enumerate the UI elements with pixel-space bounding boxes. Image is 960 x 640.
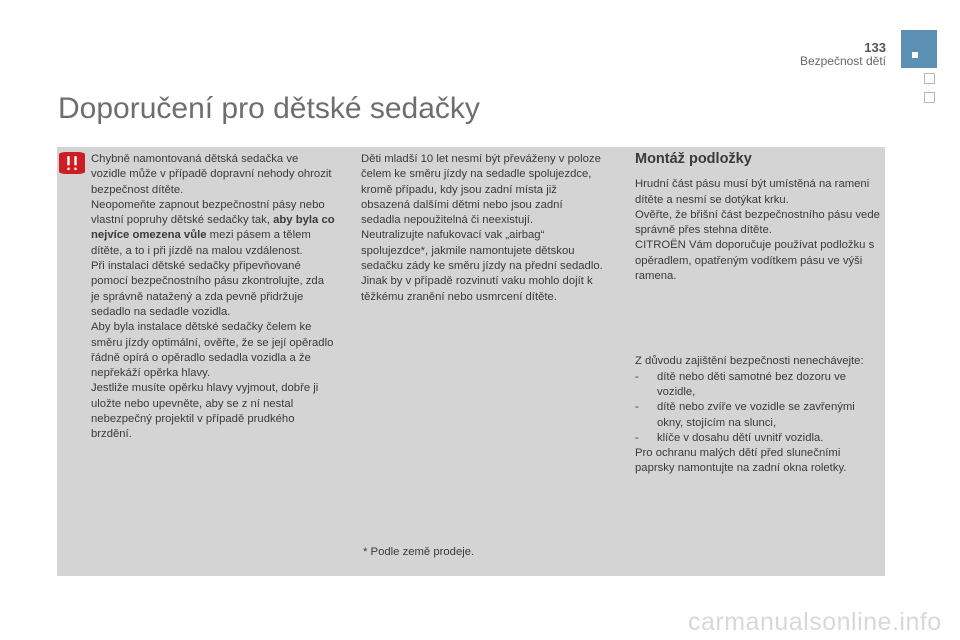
middle-paragraph-1: Děti mladší 10 let nesmí být převáženy v poloze čelem ke směru jízdy na sedadle spolujezdce, kromě případu, kdy jsou zadní místa již obsazená dalšími dětmi nebo jsou zadní sedadla nepoužitelná či neexistují. [361, 153, 601, 227]
list-item-text: dítě nebo děti samotné bez dozoru ve vozidle, [657, 370, 847, 398]
warning-column [91, 152, 335, 443]
list-item-text: dítě nebo zvíře ve vozidle se zavřenými okny, stojícím na slunci, [657, 401, 855, 429]
list-dash: - [635, 401, 639, 414]
list-dash: - [635, 431, 639, 444]
page-title: Doporučení pro dětské sedačky [58, 92, 480, 125]
warning-paragraph-4: Aby byla instalace dětské sedačky čelem ke směru jízdy optimální, ověřte, že se její opěradlo řádně opírá o opěradlo sedadla vozidla a že nepřekáží opěrka hlavy. [91, 321, 334, 380]
right-paragraph-2: Ověřte, že břišní část bezpečnostního pásu vede správně přes stehna dítěte. [635, 208, 880, 237]
chapter-tab-active [901, 30, 937, 68]
section-title: Bezpečnost dětí [799, 54, 886, 68]
warning-icon [59, 151, 85, 175]
warning-paragraph-1: Chybně namontovaná dětská sedačka ve vozidle může v případě dopravní nehody ohrozit bezpečnost dítěte. [91, 153, 332, 196]
list-item [635, 431, 880, 446]
column-spacer [635, 284, 880, 354]
chapter-tab-box-1 [924, 73, 935, 84]
page-number: 133 [864, 40, 886, 55]
right-column [635, 150, 880, 477]
chapter-tab-box-2 [924, 92, 935, 103]
middle-paragraph-3: Jinak by v případě rozvinutí vaku mohlo dojít k těžkému zranění nebo usmrcení dítěte. [361, 275, 593, 303]
list-item-text: klíče v dosahu dětí uvnitř vozidla. [657, 431, 824, 444]
middle-paragraph-2: Neutralizujte nafukovací vak „airbag“ spolujezdce*, jakmile namontujete dětskou sedačku zády ke směru jízdy na přední sedadlo. [361, 229, 603, 273]
list-dash: - [635, 370, 639, 383]
warning-paragraph-3: Při instalaci dětské sedačky připevňované pomocí bezpečnostního pásu zkontrolujte, zda je správně natažený a zda pevně přidržuje sedadlo na sedadle vozidla. [91, 260, 324, 318]
warning-paragraph-5: Jestliže musíte opěrku hlavy vyjmout, dobře ji uložte nebo upevněte, aby se z ní nestal nebezpečný projektil v případě prudkého brzdění. [91, 382, 319, 441]
booster-heading: Montáž podložky [635, 151, 752, 167]
middle-column [361, 152, 603, 305]
warning-paragraph-2-tail: mezi pásem a tělem dítěte, a to i při jízdě na malou vzdálenost. [91, 229, 311, 257]
right-paragraph-4: Z důvodu zajištění bezpečnosti nenechávejte: [635, 355, 864, 368]
right-paragraph-1: Hrudní část pásu musí být umístěná na rameni dítěte a nesmí se dotýkat krku. [635, 178, 870, 206]
warning-paragraph-2-emphasis: aby byla co nejvíce omezena vůle [91, 214, 335, 242]
list-item [635, 370, 880, 401]
list-item [635, 400, 880, 431]
warning-paragraph-2 [91, 198, 335, 259]
right-paragraph-5: Pro ochranu malých dětí před slunečními paprsky namontujte na zadní okna roletky. [635, 447, 847, 475]
chapter-tab-marker [912, 52, 918, 58]
watermark: carmanualsonline.info [688, 608, 942, 636]
footnote: * Podle země prodeje. [363, 546, 475, 558]
right-paragraph-3: CITROËN Vám doporučuje používat podložku s opěradlem, opatřeným vodítkem pásu ve výši ramena. [635, 239, 875, 283]
warning-paragraph-2-lead: Neopomeňte zapnout bezpečnostní pásy nebo vlastní popruhy dětské sedačky tak, [91, 198, 325, 227]
